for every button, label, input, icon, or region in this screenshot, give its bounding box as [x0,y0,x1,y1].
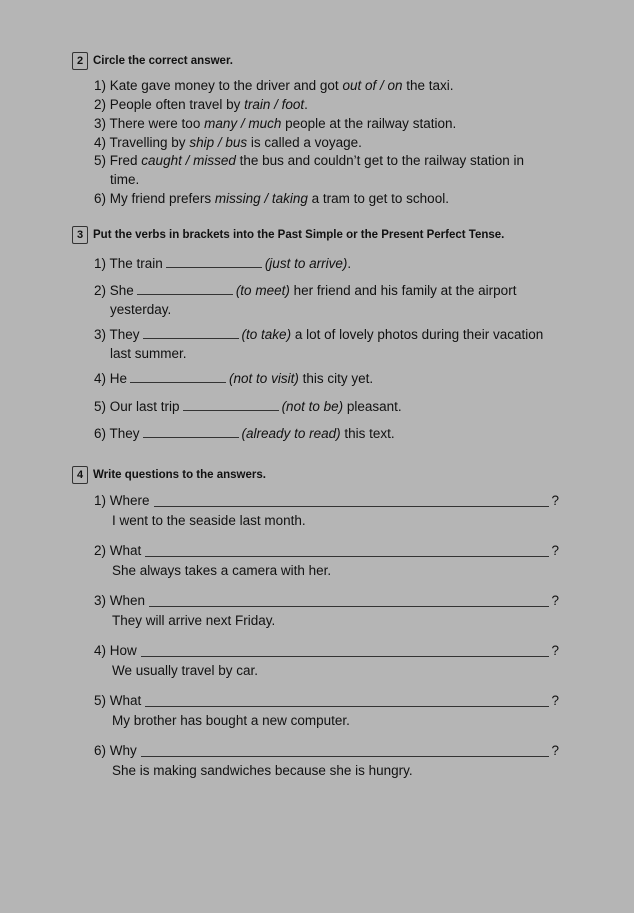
question-line: 3) When ? [94,593,559,608]
answer-options[interactable]: train / foot [244,97,305,112]
exercise-title: Write questions to the answers. [93,469,266,481]
question-line: 2) What ? [94,543,559,558]
exercise-4 [72,466,572,778]
exercise-3 [72,226,572,441]
question-input-line[interactable] [145,543,549,557]
question-input-line[interactable] [141,643,550,657]
fill-in-blank[interactable] [143,324,239,339]
given-answer: I went to the seaside last month. [112,513,306,528]
answer-options[interactable]: caught / missed [141,153,236,168]
question-line: 6) Why ? [94,743,559,758]
answer-options[interactable]: ship / bus [189,135,248,150]
question-line: 5) What ? [94,693,559,708]
fill-in-blank[interactable] [183,396,279,411]
exercise-2 [72,52,572,206]
question-line: 4) How ? [94,643,559,658]
fill-in-blank[interactable] [166,253,262,268]
question-input-line[interactable] [145,693,549,707]
given-answer: They will arrive next Friday. [112,613,276,628]
list-item: 1) The train (just to arrive). [94,253,351,274]
fill-in-blank[interactable] [137,280,233,295]
exercise-title: Put the verbs in brackets into the Past Simple or the Present Perfect Tense. [93,229,505,241]
list-item: 1) Kate gave money to the driver and got out of / on the taxi. [94,78,454,93]
exercise-4-header [72,466,572,484]
question-line: 1) Where ? [94,493,559,508]
question-input-line[interactable] [154,493,550,507]
list-item: 4) Travelling by ship / bus is called a voyage. [94,135,362,150]
list-item: 6) They (already to read) this text. [94,423,395,444]
exercise-3-header [72,226,572,244]
list-item: 2) People often travel by train / foot. [94,97,308,112]
exercise-title: Circle the correct answer. [93,55,233,67]
exercise-number-badge: 2 [72,52,88,70]
exercise-2-header [72,52,572,70]
fill-in-blank[interactable] [143,423,239,438]
answer-options[interactable]: many / much [204,116,282,131]
answer-options[interactable]: out of / on [342,78,403,93]
exercise-number-badge: 3 [72,226,88,244]
list-item: 5) Fred caught / missed the bus and couldn’t get to the railway station in time. [94,153,525,187]
given-answer: We usually travel by car. [112,663,259,678]
list-item: 3) They (to take) a lot of lovely photos during their vacation last summer. [94,324,543,363]
given-answer: She always takes a camera with her. [112,563,332,578]
exercise-number-badge: 4 [72,466,88,484]
list-item: 4) He (not to visit) this city yet. [94,368,373,389]
given-answer: My brother has bought a new computer. [112,713,350,728]
list-item: 2) She (to meet) her friend and his family at the airport yesterday. [94,280,516,319]
answer-options[interactable]: missing / taking [214,191,308,206]
list-item: 5) Our last trip (not to be) pleasant. [94,396,402,417]
list-item: 3) There were too many / much people at the railway station. [94,116,457,131]
list-item: 6) My friend prefers missing / taking a tram to get to school. [94,191,449,206]
given-answer: She is making sandwiches because she is hungry. [112,763,413,778]
question-input-line[interactable] [141,743,550,757]
question-input-line[interactable] [149,593,549,607]
fill-in-blank[interactable] [130,368,226,383]
